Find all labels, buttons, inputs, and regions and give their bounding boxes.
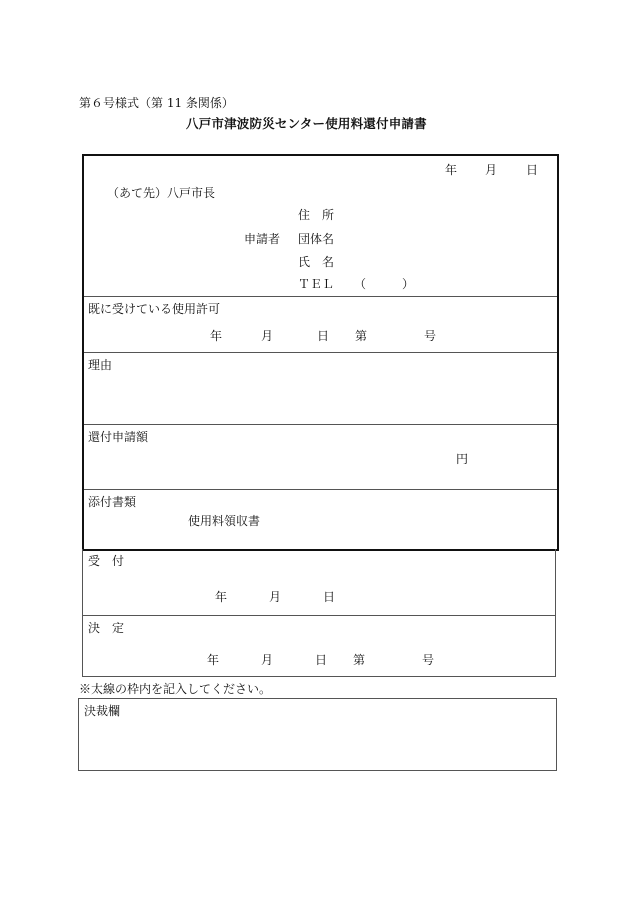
reception-day-label: 日 [323, 590, 336, 604]
applicant-label: 申請者 [244, 232, 281, 246]
permit-label: 既に受けている使用許可 [88, 302, 221, 316]
organization-label: 団体名 [298, 232, 335, 246]
form-title: 八戸市津波防災センター使用料還付申請書 [186, 116, 427, 131]
tel-open-paren: （ [354, 277, 367, 291]
decision-year-label: 年 [207, 653, 220, 667]
decision-month-label: 月 [261, 653, 274, 667]
permit-day-label: 日 [317, 329, 330, 343]
decision-dai-label: 第 [353, 653, 366, 667]
permit-year-label: 年 [210, 329, 223, 343]
form-number: 第６号様式（第 11 条関係） [79, 96, 234, 110]
permit-dai-label: 第 [355, 329, 368, 343]
divider [84, 489, 557, 490]
decision-label: 決 定 [88, 621, 125, 635]
date-year-label: 年 [445, 163, 458, 177]
office-use-box [82, 549, 556, 677]
date-month-label: 月 [485, 163, 498, 177]
tel-close-paren: ） [402, 277, 415, 291]
reception-year-label: 年 [215, 590, 228, 604]
decision-day-label: 日 [315, 653, 328, 667]
divider [83, 615, 555, 616]
application-form-box [82, 154, 559, 551]
decision-go-label: 号 [422, 653, 435, 667]
yen-label: 円 [456, 452, 469, 466]
attachment-item: 使用料領収書 [188, 514, 261, 528]
tel-label: ＴＥＬ [298, 277, 335, 291]
reception-label: 受 付 [88, 554, 125, 568]
reception-month-label: 月 [269, 590, 282, 604]
permit-month-label: 月 [261, 329, 274, 343]
attachment-label: 添付書類 [88, 495, 137, 509]
addressee: （あて先）八戸市長 [107, 186, 216, 200]
divider [84, 296, 557, 297]
divider [84, 352, 557, 353]
permit-go-label: 号 [424, 329, 437, 343]
address-label: 住 所 [298, 208, 335, 222]
instruction-note: ※太線の枠内を記入してください。 [79, 682, 272, 696]
divider [84, 424, 557, 425]
name-label: 氏 名 [298, 255, 335, 269]
approval-label: 決裁欄 [84, 704, 121, 718]
date-day-label: 日 [526, 163, 539, 177]
refund-amount-label: 還付申請額 [88, 430, 149, 444]
approval-box [78, 698, 557, 771]
reason-label: 理由 [88, 358, 113, 372]
